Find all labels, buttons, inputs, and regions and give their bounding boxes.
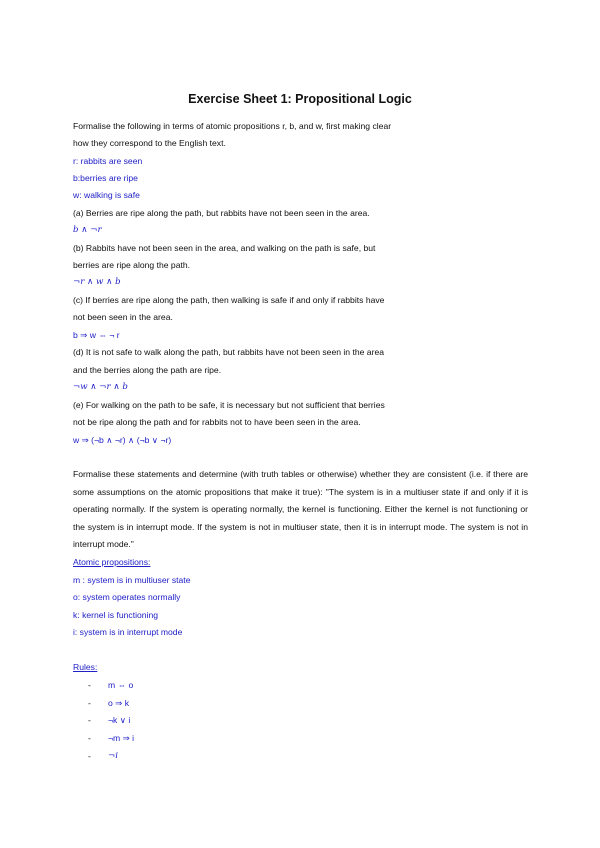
rule-bullet: - — [88, 698, 91, 708]
rule-3: ¬k ∨ i — [108, 715, 131, 725]
atomic-o: o: system operates normally — [73, 592, 181, 602]
intro-line-2: how they correspond to the English text. — [73, 138, 226, 148]
rule-bullet: - — [88, 715, 91, 725]
consistency-paragraph: Formalise these statements and determine (with truth tables or otherwise) whether they are consistent (i.e. if there are some assumptions on the atomic propositions that make it true): "The system is in a multiuser state if and only if it is operating normally. If the system is operating normally, the kernel is functioning. Either the kernel is not functioning or the system is in interrupt mode. If the system is not in multiuser state, then it is in interrupt mode. The system is not in interrupt mode." — [73, 469, 528, 550]
answer-e: w ⇒ (¬b ∧ ¬r) ∧ (¬b ∨ ¬r) — [73, 435, 172, 445]
answer-c: b ⇒ w ⇔ ¬ r — [73, 330, 120, 340]
atomic-m: m : system is in multiuser state — [73, 575, 191, 585]
rule-bullet: - — [88, 733, 91, 743]
intro-line-1: Formalise the following in terms of atomic propositions r, b, and w, first making clear — [73, 121, 392, 131]
rule-4: ¬m ⇒ i — [108, 733, 135, 743]
question-e-line-1: (e) For walking on the path to be safe, it is necessary but not sufficient that berries — [73, 400, 385, 410]
rule-1: m ⇔ o — [108, 680, 134, 690]
question-e-line-2: not be ripe along the path and for rabbits not to have been seen in the area. — [73, 417, 361, 427]
answer-a: b ∧ ¬r — [73, 225, 102, 235]
page-title: Exercise Sheet 1: Propositional Logic — [188, 92, 412, 106]
answer-b: ¬r ∧ w ∧ b — [73, 277, 121, 287]
question-c-line-2: not been seen in the area. — [73, 312, 173, 322]
answer-d: ¬w ∧ ¬r ∧ b — [73, 382, 128, 392]
question-b-line-1: (b) Rabbits have not been seen in the area, and walking on the path is safe, but — [73, 243, 376, 253]
atomic-k: k: kernel is functioning — [73, 610, 159, 620]
atomic-i: i: system is in interrupt mode — [73, 627, 183, 637]
atomic-propositions-heading: Atomic propositions: — [73, 557, 151, 567]
question-b-line-2: berries are ripe along the path. — [73, 260, 191, 270]
question-c-line-1: (c) If berries are ripe along the path, then walking is safe if and only if rabbits have — [73, 295, 385, 305]
question-d-line-1: (d) It is not safe to walk along the path, but rabbits have not been seen in the area — [73, 347, 385, 357]
rule-2: o ⇒ k — [108, 698, 130, 708]
question-d-line-2: and the berries along the path are ripe. — [73, 365, 222, 375]
rule-5: ¬i — [108, 751, 118, 761]
rule-bullet: - — [88, 751, 91, 761]
definition-w: w: walking is safe — [73, 190, 140, 200]
definition-b: b:berries are ripe — [73, 173, 138, 183]
rules-heading: Rules: — [73, 662, 98, 672]
definition-r: r: rabbits are seen — [73, 156, 143, 166]
question-a: (a) Berries are ripe along the path, but rabbits have not been seen in the area. — [73, 208, 370, 218]
rule-bullet: - — [88, 680, 91, 690]
